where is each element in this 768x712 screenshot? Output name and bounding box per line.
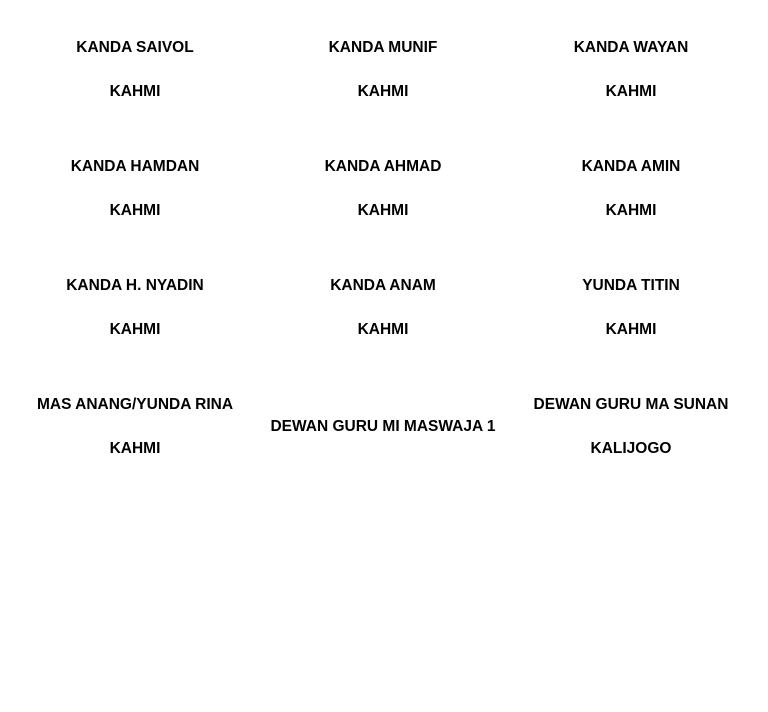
label-name: KANDA HAMDAN <box>70 157 200 175</box>
label-name: MAS ANANG/YUNDA RINA <box>36 395 234 413</box>
label-group: KAHMI <box>109 82 161 100</box>
label-text <box>582 134 681 244</box>
label-text <box>37 372 233 482</box>
label-name: DEWAN GURU MI MASWAJA 1 <box>270 417 496 435</box>
label-name: YUNDA TITIN <box>582 276 680 294</box>
label-cell <box>259 10 507 129</box>
label-cell <box>11 367 259 486</box>
label-cell <box>259 367 507 486</box>
label-text <box>534 372 729 482</box>
address-label-grid <box>11 0 757 486</box>
label-text <box>270 394 495 460</box>
label-group: KAHMI <box>357 82 409 100</box>
label-cell <box>11 129 259 248</box>
label-text <box>71 134 200 244</box>
label-group: KALIJOGO <box>590 439 672 457</box>
label-group: KAHMI <box>605 201 657 219</box>
label-name: KANDA AMIN <box>581 157 681 175</box>
label-text <box>66 253 204 363</box>
label-text <box>330 253 436 363</box>
label-name: KANDA MUNIF <box>328 38 438 56</box>
label-group: KAHMI <box>605 320 657 338</box>
label-text <box>325 134 442 244</box>
label-group: KAHMI <box>605 82 657 100</box>
label-group: KAHMI <box>357 320 409 338</box>
label-text <box>582 253 680 363</box>
label-group: KAHMI <box>109 439 161 457</box>
label-cell <box>259 248 507 367</box>
label-name: KANDA WAYAN <box>573 38 689 56</box>
label-name: DEWAN GURU MA SUNAN <box>533 395 729 413</box>
label-cell <box>259 129 507 248</box>
label-text <box>574 15 689 125</box>
label-group: KAHMI <box>357 201 409 219</box>
label-cell <box>507 10 755 129</box>
label-group: KAHMI <box>109 320 161 338</box>
label-cell <box>507 129 755 248</box>
label-cell <box>11 248 259 367</box>
label-name: KANDA ANAM <box>330 276 436 294</box>
label-group: KAHMI <box>109 201 161 219</box>
label-text <box>76 15 193 125</box>
label-name: KANDA SAIVOL <box>76 38 194 56</box>
label-name: KANDA AHMAD <box>324 157 442 175</box>
label-cell <box>11 10 259 129</box>
label-name: KANDA H. NYADIN <box>66 276 204 294</box>
label-cell <box>507 367 755 486</box>
label-text <box>329 15 438 125</box>
label-cell <box>507 248 755 367</box>
